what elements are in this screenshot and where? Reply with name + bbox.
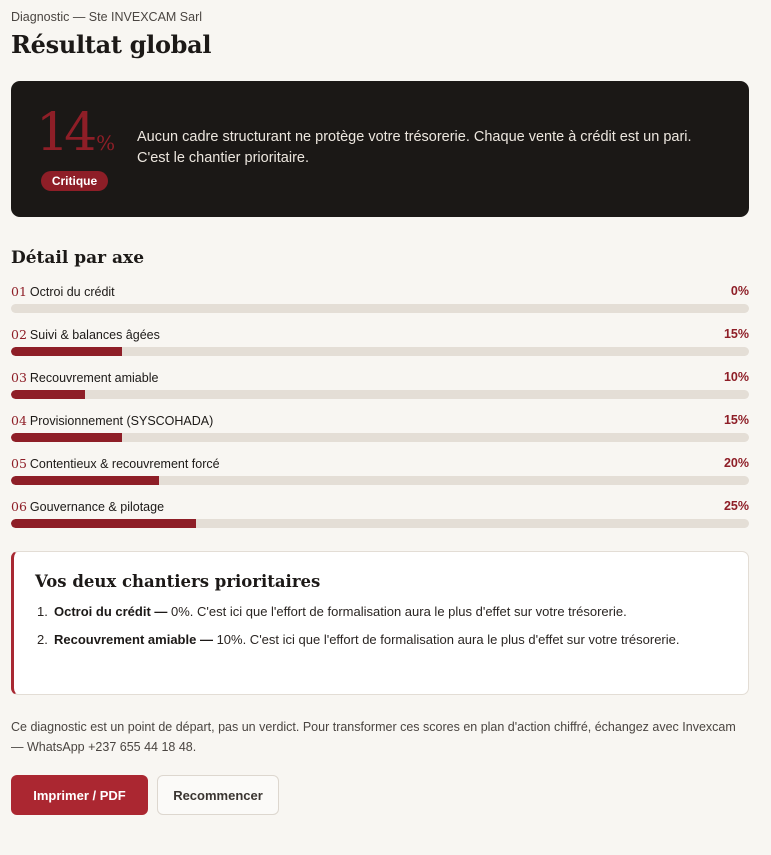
global-score-value: 14 <box>36 103 93 163</box>
axis-value: 15% <box>723 327 749 341</box>
axis-name: Contentieux & recouvrement forcé <box>29 457 220 471</box>
axis-label <box>11 413 213 428</box>
axis-value: 0% <box>730 284 749 298</box>
detail-section-title: Détail par axe <box>11 248 145 268</box>
axis-row <box>11 456 749 486</box>
axis-value: 20% <box>723 456 749 470</box>
list-item-number: 2. <box>37 632 48 647</box>
axis-progress-track <box>11 519 749 528</box>
print-pdf-button[interactable]: Imprimer / PDF <box>11 775 148 815</box>
list-item-number: 1. <box>37 604 48 619</box>
priority-axis-text: 10%. C'est ici que l'effort de formalisation aura le plus d'effet sur votre trésorerie. <box>212 632 680 647</box>
global-score <box>36 103 116 163</box>
page-title: Résultat global <box>11 30 212 59</box>
axis-index: 01 <box>11 284 27 299</box>
priority-axis-name: Octroi du crédit — <box>54 604 168 619</box>
axis-index: 05 <box>11 456 27 471</box>
axis-index: 02 <box>11 327 27 342</box>
breadcrumb: Diagnostic — Ste INVEXCAM Sarl <box>11 10 203 24</box>
disclaimer-note: Ce diagnostic est un point de départ, pas un verdict. Pour transformer ces scores en plan d'action chiffré, échangez avec Invexcam — WhatsApp +237 655 44 18 48. <box>11 720 736 754</box>
priority-title: Vos deux chantiers prioritaires <box>35 572 321 591</box>
axis-index: 06 <box>11 499 27 514</box>
axis-name: Gouvernance & pilotage <box>29 500 165 514</box>
axis-progress-track <box>11 304 749 313</box>
priority-card <box>11 551 749 695</box>
axis-label <box>11 327 160 342</box>
axis-progress-fill <box>11 476 159 485</box>
axis-value: 15% <box>723 413 749 427</box>
global-score-message: Aucun cadre structurant ne protège votre trésorerie. Chaque vente à crédit est un pari. C'est le chantier prioritaire. <box>137 129 692 166</box>
axis-value: 25% <box>723 499 749 513</box>
list-item <box>35 629 725 651</box>
axis-progress-track <box>11 476 749 485</box>
axis-progress-fill <box>11 347 122 356</box>
priority-axis-text: 0%. C'est ici que l'effort de formalisation aura le plus d'effet sur votre trésorerie. <box>167 604 627 619</box>
axis-label <box>11 284 115 299</box>
restart-button[interactable]: Recommencer <box>157 775 279 815</box>
axis-row <box>11 327 749 357</box>
axis-index: 03 <box>11 370 27 385</box>
priority-axis-name: Recouvrement amiable — <box>54 632 213 647</box>
axis-name: Recouvrement amiable <box>29 371 159 385</box>
axis-row <box>11 499 749 529</box>
axis-label <box>11 499 164 514</box>
axis-label <box>11 370 158 385</box>
axis-progress-track <box>11 390 749 399</box>
axis-row <box>11 370 749 400</box>
global-score-unit: % <box>96 131 116 155</box>
priority-list <box>35 601 725 657</box>
list-item <box>35 601 725 623</box>
axis-progress-fill <box>11 433 122 442</box>
global-score-card <box>11 81 749 217</box>
axis-progress-fill <box>11 390 85 399</box>
axis-row <box>11 413 749 443</box>
axis-progress-track <box>11 433 749 442</box>
status-badge: Critique <box>41 171 108 191</box>
axis-index: 04 <box>11 413 27 428</box>
axis-progress-track <box>11 347 749 356</box>
axis-name: Suivi & balances âgées <box>29 328 160 342</box>
axis-name: Octroi du crédit <box>29 285 115 299</box>
axis-progress-fill <box>11 519 196 528</box>
axis-row <box>11 284 749 314</box>
axis-name: Provisionnement (SYSCOHADA) <box>29 414 214 428</box>
axis-label <box>11 456 220 471</box>
axis-value: 10% <box>723 370 749 384</box>
